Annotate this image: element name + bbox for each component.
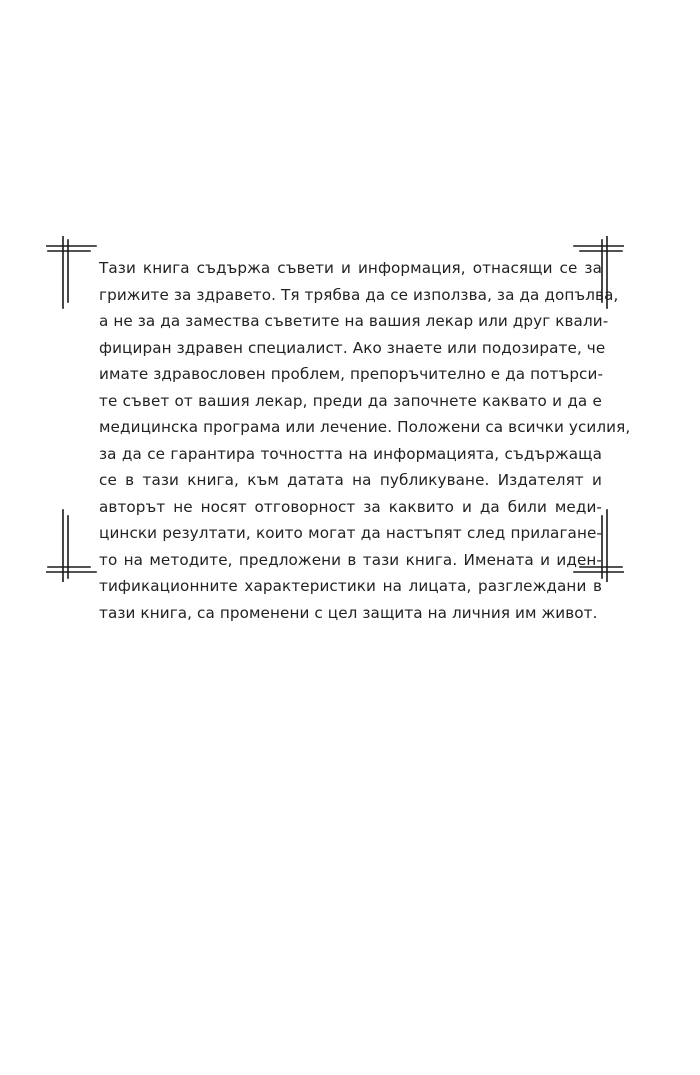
disclaimer-line: тификационните характеристики на лицата, разглеждани в: [99, 577, 602, 595]
disclaimer-text: [99, 255, 631, 626]
disclaimer-line: те съвет от вашия лекар, преди да започнете каквато и да е: [99, 391, 602, 410]
disclaimer-line: тази книга, са променени с цел защита на личния им живот.: [99, 603, 598, 622]
disclaimer-line: за да се гарантира точността на информацията, съдържаща: [99, 444, 602, 463]
disclaimer-line: се в тази книга, към датата на публикуване. Издателят и: [99, 471, 602, 489]
disclaimer-line: Тази книга съдържа съвети и информация, отнасящи се за: [99, 259, 602, 277]
disclaimer-line: авторът не носят отговорност за каквито и да били меди-: [99, 497, 602, 516]
disclaimer-line: грижите за здравето. Тя трябва да се използва, за да допълва,: [99, 285, 619, 304]
disclaimer-line: цински резултати, които могат да настъпят след прилагане-: [99, 524, 602, 542]
disclaimer-line: фициран здравен специалист. Ако знаете или подозирате, че: [99, 338, 606, 357]
corner-ornament-bottom-left: [46, 510, 96, 582]
disclaimer-line: медицинска програма или лечение. Положени са всички усилия,: [99, 418, 631, 436]
disclaimer-line: а не за да замества съветите на вашия лекар или друг квали-: [99, 312, 609, 330]
corner-ornament-top-left: [46, 236, 96, 308]
disclaimer-line: то на методите, предложени в тази книга. Имената и иден-: [99, 550, 602, 569]
disclaimer-line: имате здравословен проблем, препоръчително е да потърси-: [99, 365, 604, 383]
